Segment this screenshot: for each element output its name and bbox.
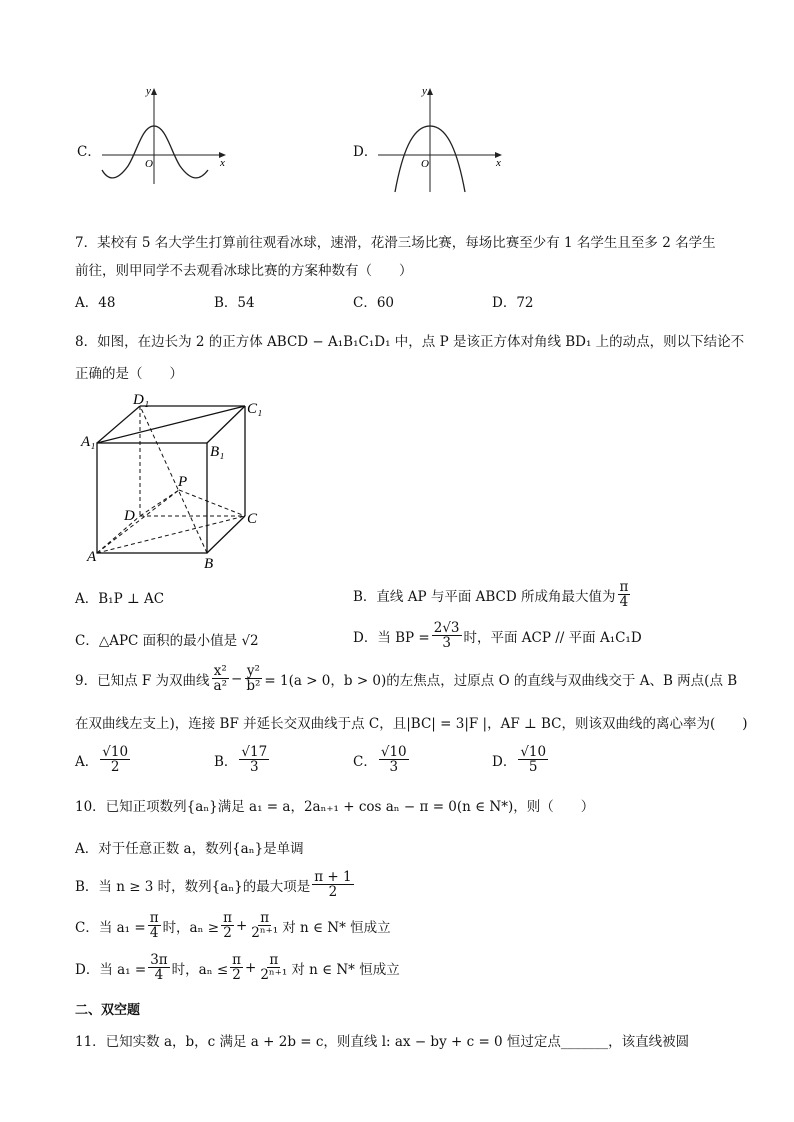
q10-option-d-pre: D．当 a₁ =	[75, 961, 147, 978]
q8-option-a: A．B₁P ⊥ AC	[75, 591, 165, 607]
q9-stem-line2: 在双曲线左支上)，连接 BF 并延长交双曲线于点 C，且|BC| = 3|F |，AF ⊥ BC，则该双曲线的离心率为( )	[75, 716, 748, 732]
q10-option-c-mid: 时，aₙ ≥	[162, 919, 220, 936]
fraction	[258, 953, 289, 982]
q8-option-d-pre: D．当 BP =	[353, 629, 430, 646]
q10-option-b-text: B．当 n ≥ 3 时，数列{aₙ}的最大项是	[75, 878, 311, 895]
q6c-y-axis-label: y	[146, 85, 151, 97]
q10-option-a: A．对于任意正数 a，数列{aₙ}是单调	[75, 841, 304, 857]
q6-option-c-label: C．	[77, 144, 101, 160]
option-label: D．	[492, 753, 517, 770]
cube-figure	[75, 390, 275, 575]
q6c-origin-label: O	[145, 158, 153, 170]
plus-sign: +	[235, 917, 248, 934]
q9-option-b	[214, 745, 271, 774]
option-fraction	[100, 745, 130, 774]
q9-stem-line1: 9．已知点 F 为双曲线 $\frac{\text{x²}}{\text{a²}}$ − $\frac{\text{y²}}{\text{b²}}$ = 1(a > 0，b > 0)的左焦点，过原点 O 的直线与双曲线交于 A、B 两点(点 B	[75, 663, 738, 695]
q6d-origin-label: O	[421, 158, 429, 170]
fraction-numerator: y²	[246, 663, 260, 679]
label-p: P	[178, 474, 188, 490]
q10-stem: 10．已知正项数列{aₙ}满足 a₁ = a，2aₙ₊₁ + cos aₙ − π = 0(n ∈ N*)，则（ ）	[75, 799, 595, 815]
fraction-denominator: 2	[110, 759, 120, 776]
fraction-numerator: 2√3	[433, 620, 460, 636]
q9-option-d	[492, 745, 550, 774]
q9-stem-post: = 1(a > 0，b > 0)的左焦点，过原点 O 的直线与双曲线交于 A、B 两点(点 B	[264, 672, 738, 689]
fraction-numerator: π	[223, 910, 232, 926]
q6-option-d-label: D．	[353, 144, 378, 160]
option-label: A．	[75, 753, 99, 770]
label-b: B	[204, 556, 214, 572]
q10-option-d-post: 对 n ∈ N* 恒成立	[291, 961, 400, 978]
q8-option-c: C．△APC 面积的最小值是 √2	[75, 633, 259, 649]
fraction	[249, 911, 280, 940]
q8-option-d-post: 时，平面 ACP // 平面 A₁C₁D	[463, 629, 642, 646]
fraction-numerator: π	[619, 579, 629, 595]
q6c-x-axis-label: x	[220, 157, 225, 169]
q7-stem-line2: 前往，则甲同学不去观看冰球比赛的方案种数有（ ）	[75, 263, 413, 279]
fraction-numerator: 3π	[150, 952, 168, 968]
q7-option-a: A．48	[75, 295, 116, 311]
fraction	[230, 953, 243, 982]
fraction-denominator: 3	[442, 635, 451, 652]
q9-option-c	[353, 745, 411, 774]
fraction-numerator: √10	[380, 744, 407, 760]
q8-option-d-fraction	[432, 621, 462, 650]
fraction-denominator: 3	[250, 759, 259, 776]
option-fraction	[379, 745, 409, 774]
fraction	[148, 911, 161, 940]
q8-stem-line2: 正确的是（ ）	[75, 366, 183, 382]
q9-y-fraction	[244, 664, 262, 693]
fraction-denominator: 5	[528, 759, 538, 776]
q11-stem-line1: 11．已知实数 a，b，c 满足 a + 2b = c，则直线 l: ax − by + c = 0 恒过定点_______，该直线被圆	[75, 1034, 690, 1050]
q6d-x-axis-label: x	[496, 157, 501, 169]
fraction-numerator: π	[269, 952, 279, 968]
fraction-numerator: π + 1	[314, 869, 352, 885]
section-title: 二、双空题	[75, 1003, 141, 1018]
q10-option-b-fraction	[312, 870, 353, 899]
option-fraction	[518, 745, 548, 774]
fraction-denominator: 4	[154, 967, 164, 984]
fraction-denominator: a²	[213, 678, 228, 695]
q10-option-b	[75, 870, 356, 899]
q8-option-b-text: B．直线 AP 与平面 ABCD 所成角最大值为	[353, 588, 616, 605]
q9-option-a	[75, 745, 132, 774]
plus-sign: +	[245, 959, 257, 976]
q6-option-c-graph	[96, 84, 236, 188]
fraction-denominator: 2ⁿ⁺¹	[251, 925, 279, 942]
q8-stem-line1: 8．如图，在边长为 2 的正方体 ABCD − A₁B₁C₁D₁ 中，点 P 是该正方体对角线 BD₁ 上的动点，则以下结论不	[75, 334, 745, 350]
fraction-denominator: 2	[223, 925, 232, 942]
fraction-numerator: π	[260, 910, 270, 926]
option-label: B．	[214, 753, 238, 770]
q9-x-fraction	[212, 664, 229, 693]
fraction-numerator: π	[232, 952, 242, 968]
q10-option-d-mid: 时，aₙ ≤	[171, 961, 229, 978]
fraction	[148, 953, 169, 982]
q7-option-d: D．72	[492, 295, 534, 311]
fraction-numerator: √17	[241, 744, 268, 760]
q8-option-b	[353, 580, 632, 609]
fraction-numerator: √10	[520, 744, 547, 760]
q7-option-b: B．54	[214, 295, 255, 311]
fraction-numerator: π	[149, 910, 159, 926]
fraction-numerator: x²	[213, 663, 227, 679]
q10-option-c-pre: C．当 a₁ =	[75, 919, 146, 936]
fraction-denominator: 4	[619, 594, 629, 611]
label-a1: A₁	[81, 434, 96, 450]
fraction-numerator: √10	[102, 744, 129, 760]
q6-option-d-graph	[372, 84, 512, 194]
option-fraction	[239, 745, 269, 774]
q10-option-c	[75, 911, 391, 940]
label-b1: B₁	[210, 444, 225, 460]
fraction	[221, 911, 234, 940]
q6d-y-axis-label: y	[422, 85, 427, 97]
label-a: A	[87, 549, 97, 565]
q10-option-c-post: 对 n ∈ N* 恒成立	[282, 919, 391, 936]
label-c1: C₁	[247, 401, 263, 417]
fraction-denominator: 2	[328, 884, 338, 901]
q7-stem-line1: 7．某校有 5 名大学生打算前往观看冰球，速滑，花滑三场比赛，每场比赛至少有 1 名学生且至多 2 名学生	[75, 235, 716, 251]
q10-option-d	[75, 953, 400, 982]
fraction-denominator: 2ⁿ⁺¹	[260, 967, 288, 984]
fraction-denominator: 2	[232, 967, 241, 984]
fraction-denominator: 3	[389, 759, 399, 776]
option-label: C．	[353, 753, 377, 770]
q8-option-b-fraction	[618, 580, 631, 609]
label-d1: D₁	[133, 392, 150, 408]
q7-option-c: C．60	[353, 295, 395, 311]
q9-stem-pre: 9．已知点 F 为双曲线	[75, 672, 210, 689]
label-d: D	[124, 508, 135, 524]
q8-option-d	[353, 621, 642, 650]
fraction-denominator: 4	[149, 925, 159, 942]
label-c: C	[247, 511, 258, 527]
fraction-denominator: b²	[246, 678, 261, 695]
